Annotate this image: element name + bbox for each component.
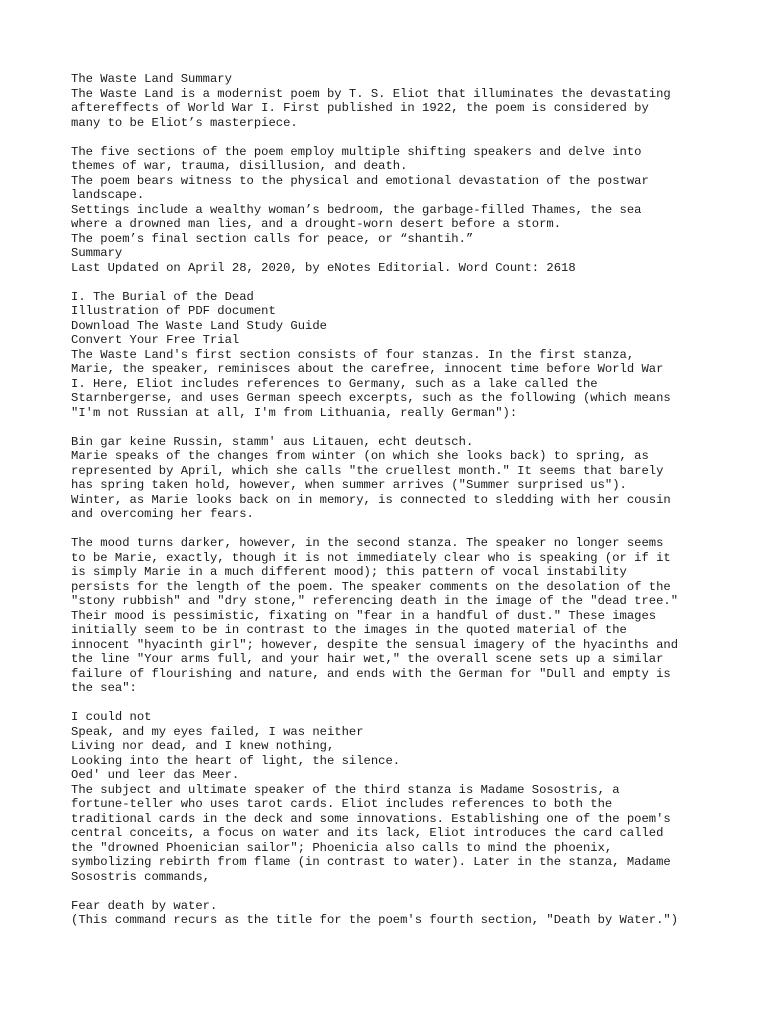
text-line: Starnbergerse, and uses German speech excerpts, such as the following (which means	[71, 391, 671, 405]
text-line: The mood turns darker, however, in the second stanza. The speaker no longer seems	[71, 536, 664, 550]
text-line: Illustration of PDF document	[71, 304, 276, 318]
text-line: many to be Eliot’s masterpiece.	[71, 115, 298, 130]
text-line: is simply Marie in a much different mood); this pattern of vocal instability	[71, 565, 627, 579]
blank-line	[71, 522, 711, 537]
text-line: has spring taken hold, however, when summer arrives ("Summer surprised us").	[71, 478, 627, 492]
document-page	[71, 72, 711, 928]
text-line: fortune-teller who uses tarot cards. Eliot includes references to both the	[71, 797, 613, 811]
text-line: Marie speaks of the changes from winter (on which she looks back) to spring, as	[71, 449, 649, 463]
text-line: Settings include a wealthy woman’s bedroom, the garbage-filled Thames, the sea	[71, 202, 642, 217]
text-line: aftereffects of World War I. First published in 1922, the poem is considered by	[71, 101, 649, 115]
text-line: The subject and ultimate speaker of the third stanza is Madame Sosostris, a	[71, 782, 620, 797]
text-line: Living nor dead, and I knew nothing,	[71, 739, 335, 753]
blank-line	[71, 130, 711, 145]
text-line: (This command recurs as the title for the poem's fourth section, "Death by Water.")	[71, 913, 679, 927]
text-line: The poem’s final section calls for peace, or “shantih.”	[71, 231, 474, 246]
text-line: The poem bears witness to the physical and emotional devastation of the postwar	[71, 173, 649, 188]
text-line: Convert Your Free Trial	[71, 333, 240, 347]
text-line: Bin gar keine Russin, stamm' aus Litauen, echt deutsch.	[71, 434, 474, 449]
text-line: Sosostris commands,	[71, 869, 210, 884]
text-line: Last Updated on April 28, 2020, by eNotes Editorial. Word Count: 2618	[71, 260, 576, 275]
text-line: traditional cards in the deck and some innovations. Establishing one of the poem's	[71, 811, 671, 826]
blank-line	[71, 884, 711, 899]
text-line: Winter, as Marie looks back on in memory, is connected to sledding with her cousin	[71, 492, 671, 507]
text-line: innocent "hyacinth girl"; however, despite the sensual imagery of the hyacinths and	[71, 637, 679, 652]
text-line: "I'm not Russian at all, I'm from Lithuania, really German"):	[71, 405, 518, 420]
text-line: to be Marie, exactly, though it is not immediately clear who is speaking (or if it	[71, 550, 671, 565]
text-line: The Waste Land's first section consists of four stanzas. In the first stanza,	[71, 347, 635, 362]
text-line: persists for the length of the poem. The speaker comments on the desolation of the	[71, 579, 671, 594]
text-line: central conceits, a focus on water and its lack, Eliot introduces the card called	[71, 826, 664, 840]
text-line: symbolizing rebirth from flame (in contrast to water). Later in the stanza, Madame	[71, 855, 671, 869]
text-line: Oed' und leer das Meer.	[71, 768, 240, 782]
text-line: represented by April, which she calls "the cruellest month." It seems that barely	[71, 463, 664, 478]
text-line: The five sections of the poem employ multiple shifting speakers and delve into	[71, 144, 642, 159]
text-line: Their mood is pessimistic, fixating on "fear in a handful of dust." These images	[71, 608, 657, 623]
text-line: "stony rubbish" and "dry stone," referencing death in the image of the "dead tree."	[71, 594, 679, 608]
blank-line	[71, 275, 711, 290]
text-line: Summary	[71, 246, 123, 260]
text-line: and overcoming her fears.	[71, 507, 254, 521]
text-line: Looking into the heart of light, the silence.	[71, 753, 401, 768]
text-line: failure of flourishing and nature, and ends with the German for "Dull and empty is	[71, 666, 671, 681]
text-line: the sea":	[71, 681, 137, 695]
text-line: Download The Waste Land Study Guide	[71, 318, 327, 333]
text-line: Speak, and my eyes failed, I was neither	[71, 724, 364, 739]
blank-line	[71, 420, 711, 435]
text-line: landscape.	[71, 188, 145, 202]
text-line: the line "Your arms full, and your hair wet," the overall scene sets up a similar	[71, 652, 664, 666]
text-line: Marie, the speaker, reminisces about the carefree, innocent time before World War	[71, 362, 664, 376]
blank-line	[71, 696, 711, 711]
text-line: where a drowned man lies, and a drought-worn desert before a storm.	[71, 217, 562, 231]
text-line: themes of war, trauma, disillusion, and death.	[71, 159, 408, 173]
text-line: initially seem to be in contrast to the images in the quoted material of the	[71, 623, 627, 637]
text-line: I. The Burial of the Dead	[71, 289, 254, 304]
text-line: I. Here, Eliot includes references to Germany, such as a lake called the	[71, 376, 598, 391]
text-line: the "drowned Phoenician sailor"; Phoenicia also calls to mind the phoenix,	[71, 840, 613, 855]
text-line: Fear death by water.	[71, 898, 218, 913]
text-line: The Waste Land Summary	[71, 72, 232, 86]
text-line: The Waste Land is a modernist poem by T. S. Eliot that illuminates the devastating	[71, 86, 671, 101]
text-line: I could not	[71, 710, 152, 724]
